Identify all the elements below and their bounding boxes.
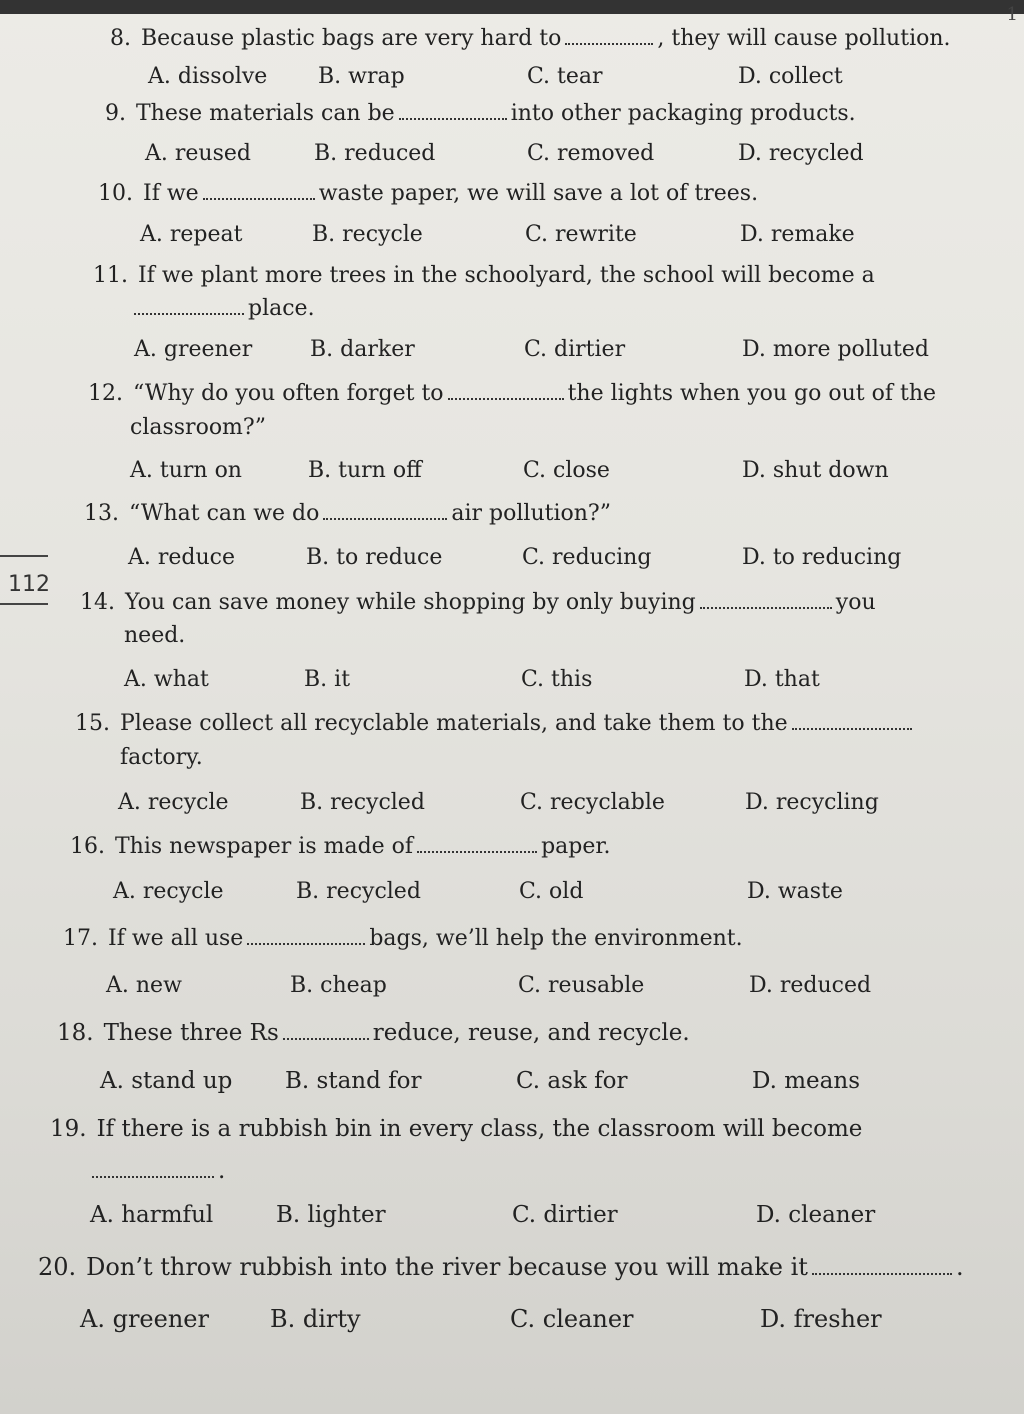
question-text-after: waste paper, we will save a lot of trees.: [318, 181, 759, 206]
question-text: These three Rs: [103, 1020, 279, 1046]
question-stem: [0, 501, 1024, 526]
question-text: Don’t throw rubbish into the river because you will make it: [86, 1253, 808, 1281]
answer-blank: [203, 187, 315, 200]
answer-option: B. wrap: [318, 64, 405, 89]
question-number: 18.: [57, 1020, 94, 1046]
answer-option: A. new: [106, 973, 182, 998]
answer-option: D. reduced: [749, 973, 872, 998]
question-continuation-text: .: [218, 1158, 226, 1184]
answer-option: D. recycled: [738, 141, 864, 166]
answer-option: B. darker: [310, 337, 415, 362]
question-text-after: the lights when you go out of the: [567, 381, 937, 406]
answer-blank: [399, 107, 507, 120]
answer-option: A. turn on: [130, 458, 242, 483]
question-number: 14.: [80, 590, 115, 615]
answer-option: B. lighter: [276, 1202, 386, 1228]
answer-option: A. greener: [134, 337, 253, 362]
answer-blank: [565, 32, 653, 45]
question-text-after: .: [955, 1253, 964, 1281]
answer-blank: [812, 1261, 952, 1275]
answer-blank: [134, 302, 244, 315]
question-stem: [0, 1253, 1024, 1281]
answer-option: B. recycled: [300, 790, 425, 815]
page-top-shadow: [0, 0, 1024, 14]
question-text: You can save money while shopping by only buying: [125, 590, 696, 615]
answer-option: C. close: [523, 458, 610, 483]
question-number: 8.: [110, 26, 131, 51]
answer-option: C. ask for: [516, 1068, 628, 1094]
question-number: 16.: [70, 834, 105, 859]
answer-option: A. recycle: [113, 879, 224, 904]
question-stem: [0, 181, 1024, 206]
question-continuation: [124, 623, 185, 648]
question-number: 10.: [98, 181, 133, 206]
question-text-after: air pollution?”: [451, 501, 611, 526]
question-stem: [0, 263, 1024, 288]
question-text: “What can we do: [129, 501, 320, 526]
question-text-after: into other packaging products.: [510, 101, 856, 126]
question-continuation: [134, 296, 315, 321]
question-continuation-text: factory.: [120, 745, 203, 770]
question-stem: [0, 26, 1024, 51]
answer-option: A. repeat: [140, 222, 243, 247]
question-text: Please collect all recyclable materials, and take them to the: [120, 711, 788, 736]
answer-option: C. reducing: [522, 545, 652, 570]
question-text: Because plastic bags are very hard to: [141, 26, 562, 51]
answer-option: B. dirty: [270, 1305, 361, 1333]
question-continuation-text: classroom?”: [130, 415, 266, 440]
answer-option: D. that: [744, 667, 820, 692]
question-stem: [0, 711, 1024, 736]
question-stem: [0, 834, 1024, 859]
answer-option: D. collect: [738, 64, 843, 89]
answer-option: C. dirtier: [524, 337, 626, 362]
page-number-rule-top: [0, 555, 48, 557]
question-text-after: paper.: [541, 834, 611, 859]
answer-option: A. recycle: [118, 790, 229, 815]
question-text: This newspaper is made of: [115, 834, 414, 859]
question-text-after: , they will cause pollution.: [657, 26, 951, 51]
question-continuation: [130, 415, 266, 440]
question-text: “Why do you often forget to: [133, 381, 444, 406]
question-continuation-text: need.: [124, 623, 186, 648]
question-number: 17.: [63, 926, 98, 951]
question-number: 20.: [38, 1253, 77, 1281]
question-number: 19.: [50, 1116, 87, 1142]
answer-option: D. to reducing: [742, 545, 902, 570]
answer-option: A. what: [124, 667, 209, 692]
answer-option: D. means: [752, 1068, 860, 1094]
answer-option: A. greener: [80, 1305, 209, 1333]
question-number: 13.: [84, 501, 119, 526]
answer-option: A. reused: [145, 141, 251, 166]
question-continuation: [92, 1158, 225, 1184]
answer-option: C. removed: [527, 141, 655, 166]
answer-option: D. fresher: [760, 1305, 882, 1333]
question-text-after: reduce, reuse, and recycle.: [372, 1020, 690, 1046]
answer-option: A. harmful: [90, 1202, 214, 1228]
answer-option: C. reusable: [518, 973, 645, 998]
question-text-after: you: [835, 590, 876, 615]
question-stem: [0, 101, 1024, 126]
answer-option: D. cleaner: [756, 1202, 876, 1228]
question-number: 11.: [93, 263, 128, 288]
question-continuation-text: place.: [248, 296, 315, 321]
answer-option: C. cleaner: [510, 1305, 634, 1333]
question-text: If we plant more trees in the schoolyard, the school will become a: [138, 263, 875, 288]
answer-option: D. shut down: [742, 458, 889, 483]
answer-option: B. recycled: [296, 879, 421, 904]
answer-option: B. it: [304, 667, 351, 692]
answer-option: A. reduce: [128, 545, 236, 570]
answer-option: C. old: [519, 879, 584, 904]
question-text: These materials can be: [136, 101, 395, 126]
answer-option: B. to reduce: [306, 545, 443, 570]
answer-option: D. remake: [740, 222, 855, 247]
answer-option: B. cheap: [290, 973, 387, 998]
question-number: 15.: [75, 711, 110, 736]
question-text: If we: [143, 181, 199, 206]
answer-option: C. tear: [527, 64, 603, 89]
answer-blank: [247, 932, 365, 945]
answer-option: D. more polluted: [742, 337, 929, 362]
answer-option: B. reduced: [314, 141, 436, 166]
answer-option: C. this: [521, 667, 593, 692]
question-stem: [0, 381, 1024, 406]
answer-option: B. stand for: [285, 1068, 422, 1094]
answer-option: C. recyclable: [520, 790, 665, 815]
question-stem: [0, 1116, 1024, 1142]
question-text: If there is a rubbish bin in every class, the classroom will become: [96, 1116, 863, 1142]
answer-option: C. rewrite: [525, 222, 637, 247]
answer-option: C. dirtier: [512, 1202, 618, 1228]
answer-blank: [323, 507, 447, 520]
page-number: 112: [8, 572, 50, 597]
question-continuation: [120, 745, 203, 770]
answer-blank: [792, 717, 912, 730]
answer-blank: [417, 840, 537, 853]
answer-option: A. dissolve: [148, 64, 268, 89]
answer-blank: [283, 1027, 369, 1041]
answer-blank: [448, 387, 564, 400]
answer-option: D. waste: [747, 879, 843, 904]
question-stem: [0, 1020, 1024, 1046]
edge-mark: 1: [1006, 4, 1018, 25]
question-number: 9.: [105, 101, 126, 126]
question-number: 12.: [88, 381, 123, 406]
answer-option: B. recycle: [312, 222, 423, 247]
question-stem: [0, 926, 1024, 951]
answer-option: A. stand up: [100, 1068, 233, 1094]
answer-option: D. recycling: [745, 790, 879, 815]
question-text-after: bags, we’ll help the environment.: [369, 926, 743, 951]
answer-blank: [92, 1165, 214, 1179]
question-text: If we all use: [108, 926, 244, 951]
question-stem: [0, 590, 1024, 615]
answer-option: B. turn off: [308, 458, 422, 483]
answer-blank: [700, 596, 832, 609]
